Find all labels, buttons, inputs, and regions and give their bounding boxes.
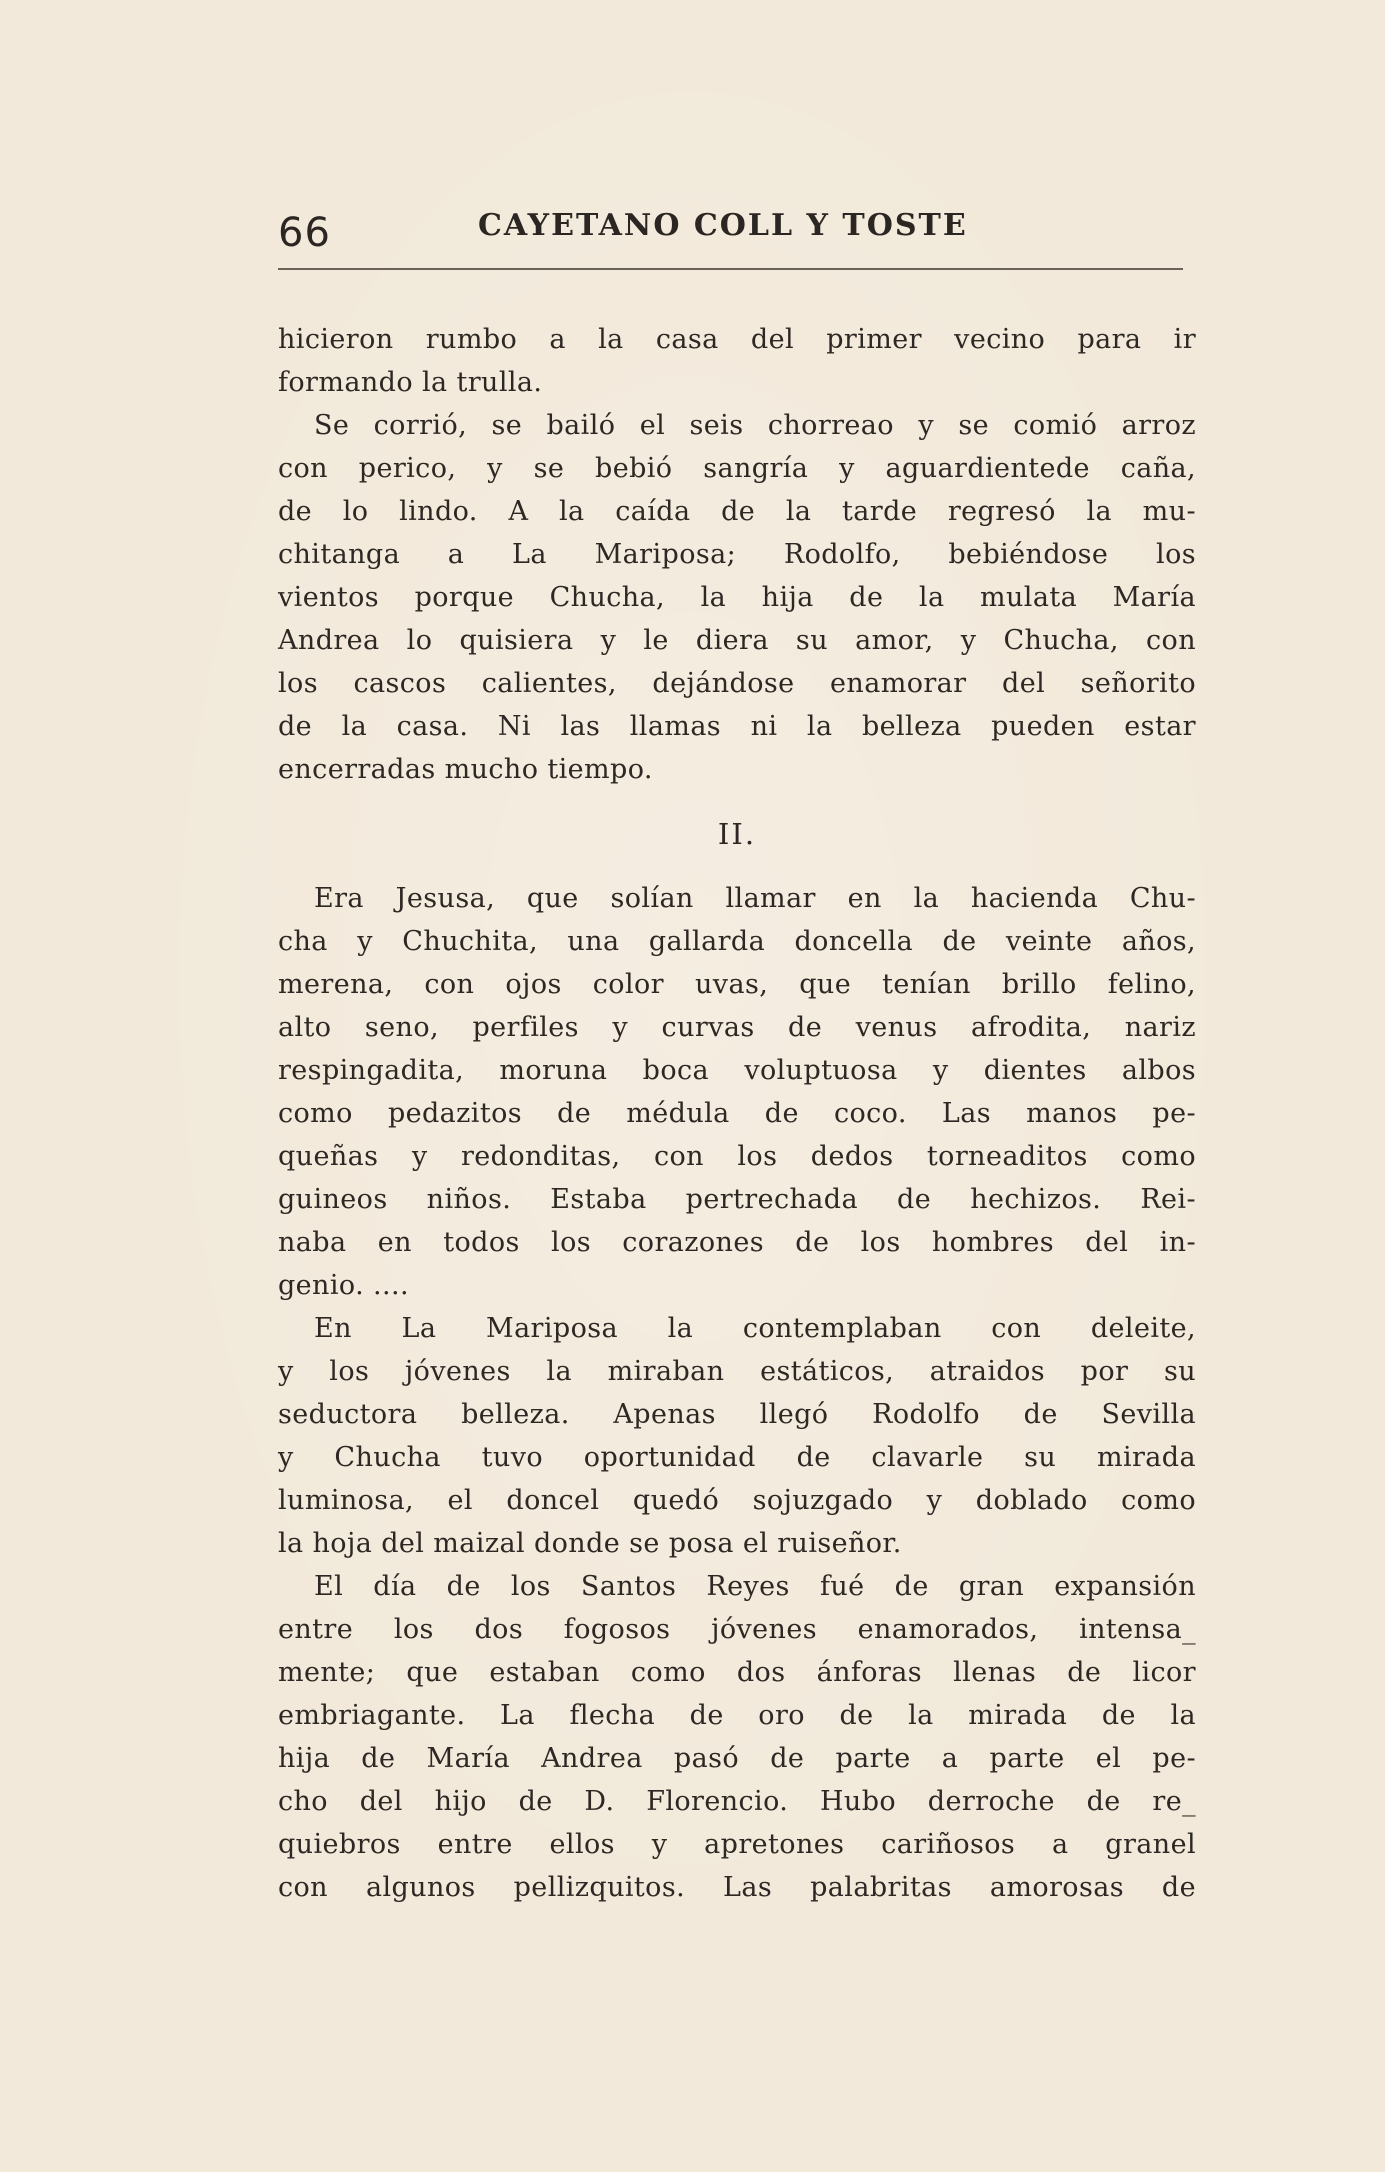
- page-number: 66: [278, 210, 331, 256]
- text-line: chitanga a La Mariposa; Rodolfo, bebiéndose los: [278, 539, 1196, 570]
- text-line: Se corrió, se bailó el seis chorreao y se comió arroz: [314, 410, 1196, 441]
- text-line: luminosa, el doncel quedó sojuzgado y doblado como: [278, 1485, 1196, 1516]
- text-line: hija de María Andrea pasó de parte a parte el pe-: [278, 1743, 1196, 1774]
- running-head: CAYETANO COLL Y TOSTE: [478, 208, 968, 243]
- text-line: En La Mariposa la contemplaban con deleite,: [314, 1313, 1196, 1344]
- section-i-continuation: [278, 318, 1196, 791]
- body-text: [278, 318, 1196, 1909]
- text-line: con algunos pellizquitos. Las palabritas amorosas de: [278, 1872, 1196, 1903]
- text-line: como pedazitos de médula de coco. Las manos pe-: [278, 1098, 1196, 1129]
- text-line: respingadita, moruna boca voluptuosa y dientes albos: [278, 1055, 1196, 1086]
- text-line: de la casa. Ni las llamas ni la belleza pueden estar: [278, 711, 1196, 742]
- text-line: encerradas mucho tiempo.: [278, 754, 653, 785]
- text-line: merena, con ojos color uvas, que tenían brillo felino,: [278, 969, 1196, 1000]
- text-line: naba en todos los corazones de los hombres del in-: [278, 1227, 1196, 1258]
- text-line: quiebros entre ellos y apretones cariñosos a granel: [278, 1829, 1196, 1860]
- text-line: y los jóvenes la miraban estáticos, atraidos por su: [278, 1356, 1196, 1387]
- text-line: y Chucha tuvo oportunidad de clavarle su mirada: [278, 1442, 1196, 1473]
- text-line: Era Jesusa, que solían llamar en la hacienda Chu-: [314, 883, 1196, 914]
- text-line: embriagante. La flecha de oro de la mirada de la: [278, 1700, 1196, 1731]
- text-line: El día de los Santos Reyes fué de gran expansión: [314, 1571, 1196, 1602]
- page-header: [278, 200, 1184, 262]
- text-line: mente; que estaban como dos ánforas llenas de licor: [278, 1657, 1196, 1688]
- text-line: Andrea lo quisiera y le diera su amor, y Chucha, con: [278, 625, 1196, 656]
- text-line: alto seno, perfiles y curvas de venus afrodita, nariz: [278, 1012, 1196, 1043]
- text-line: de lo lindo. A la caída de la tarde regresó la mu-: [278, 496, 1196, 527]
- text-line: vientos porque Chucha, la hija de la mulata María: [278, 582, 1196, 613]
- text-line: cha y Chuchita, una gallarda doncella de veinte años,: [278, 926, 1196, 957]
- text-line: genio. ....: [278, 1270, 409, 1301]
- text-line: formando la trulla.: [278, 367, 543, 398]
- text-line: entre los dos fogosos jóvenes enamorados, intensa_: [278, 1614, 1196, 1645]
- text-line: queñas y redonditas, con los dedos torneaditos como: [278, 1141, 1196, 1172]
- text-line: los cascos calientes, dejándose enamorar del señorito: [278, 668, 1196, 699]
- text-line: hicieron rumbo a la casa del primer vecino para ir: [278, 324, 1196, 355]
- text-line: seductora belleza. Apenas llegó Rodolfo de Sevilla: [278, 1399, 1196, 1430]
- text-line: cho del hijo de D. Florencio. Hubo derroche de re_: [278, 1786, 1196, 1817]
- text-line: la hoja del maizal donde se posa el ruiseñor.: [278, 1528, 902, 1559]
- section-heading: II.: [717, 817, 757, 851]
- text-line: guineos niños. Estaba pertrechada de hechizos. Rei-: [278, 1184, 1196, 1215]
- section-ii: [278, 877, 1196, 1909]
- header-rule: [278, 268, 1183, 270]
- text-line: con perico, y se bebió sangría y aguardientede caña,: [278, 453, 1196, 484]
